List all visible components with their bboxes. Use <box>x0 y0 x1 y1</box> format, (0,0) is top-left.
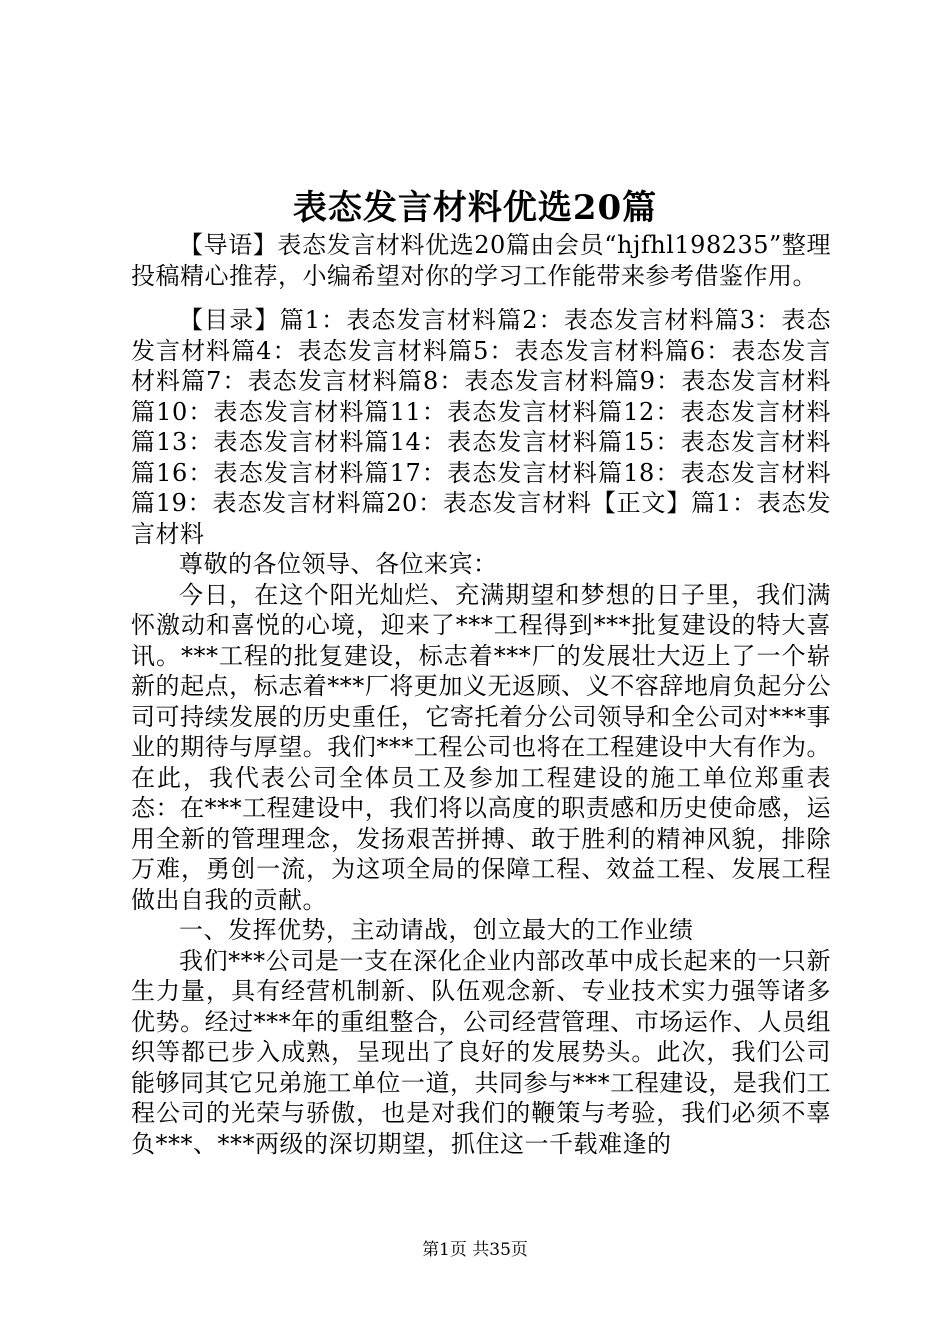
intro-paragraph: 【导语】表态发言材料优选20篇由会员“hjfhl198235”整理投稿精心推荐，小编希望对你的学习工作能带来参考借鉴作用。 <box>131 231 831 290</box>
document-title: 表态发言材料优选20篇 <box>292 188 658 228</box>
body-paragraph: 今日，在这个阳光灿烂、充满期望和梦想的日子里，我们满怀激动和喜悦的心境，迎来了***工程得到***批复建设的特大喜讯。***工程的批复建设，标志着***厂的发展壮大迈上了一个崭新的起点，标志着***厂将更加义无返顾、义不容辞地肩负起分公司可持续发展的历史重任，它寄托着分公司领导和全公司对***事业的期待与厚望。我们***工程公司也将在工程建设中大有作为。在此，我代表公司全体员工及参加工程建设的施工单位郑重表态：在***工程建设中，我们将以高度的职责感和历史使命感，运用全新的管理理念，发扬艰苦拼搏、敢于胜利的精神风貌，排除万难，勇创一流，为这项全局的保障工程、效益工程、发展工程做出自我的贡献。 <box>131 580 831 914</box>
page-footer: 第1页 共35页 <box>422 1240 528 1260</box>
body-paragraph: 我们***公司是一支在深化企业内部改革中成长起来的一只新生力量，具有经营机制新、队伍观念新、专业技术实力强等诸多优势。经过***年的重组整合，公司经营管理、市场运作、人员组织等都已步入成熟，呈现出了良好的发展势头。此次，我们公司能够同其它兄弟施工单位一道，共同参与***工程建设，是我们工程公司的光荣与骄傲，也是对我们的鞭策与考验，我们必须不辜负***、***两级的深切期望，抓住这一千载难逢的 <box>131 946 831 1158</box>
section-heading: 一、发挥优势，主动请战，创立最大的工作业绩 <box>179 916 694 944</box>
document-body <box>131 230 831 1159</box>
toc-paragraph: 【目录】篇1：表态发言材料篇2：表态发言材料篇3：表态发言材料篇4：表态发言材料篇5：表态发言材料篇6：表态发言材料篇7：表态发言材料篇8：表态发言材料篇9：表态发言材料篇10：表态发言材料篇11：表态发言材料篇12：表态发言材料篇13：表态发言材料篇14：表态发言材料篇15：表态发言材料篇16：表态发言材料篇17：表态发言材料篇18：表态发言材料篇19：表态发言材料篇20：表态发言材料【正文】篇1：表态发言材料 <box>131 306 831 548</box>
salutation-paragraph: 尊敬的各位领导、各位来宾： <box>179 550 498 578</box>
